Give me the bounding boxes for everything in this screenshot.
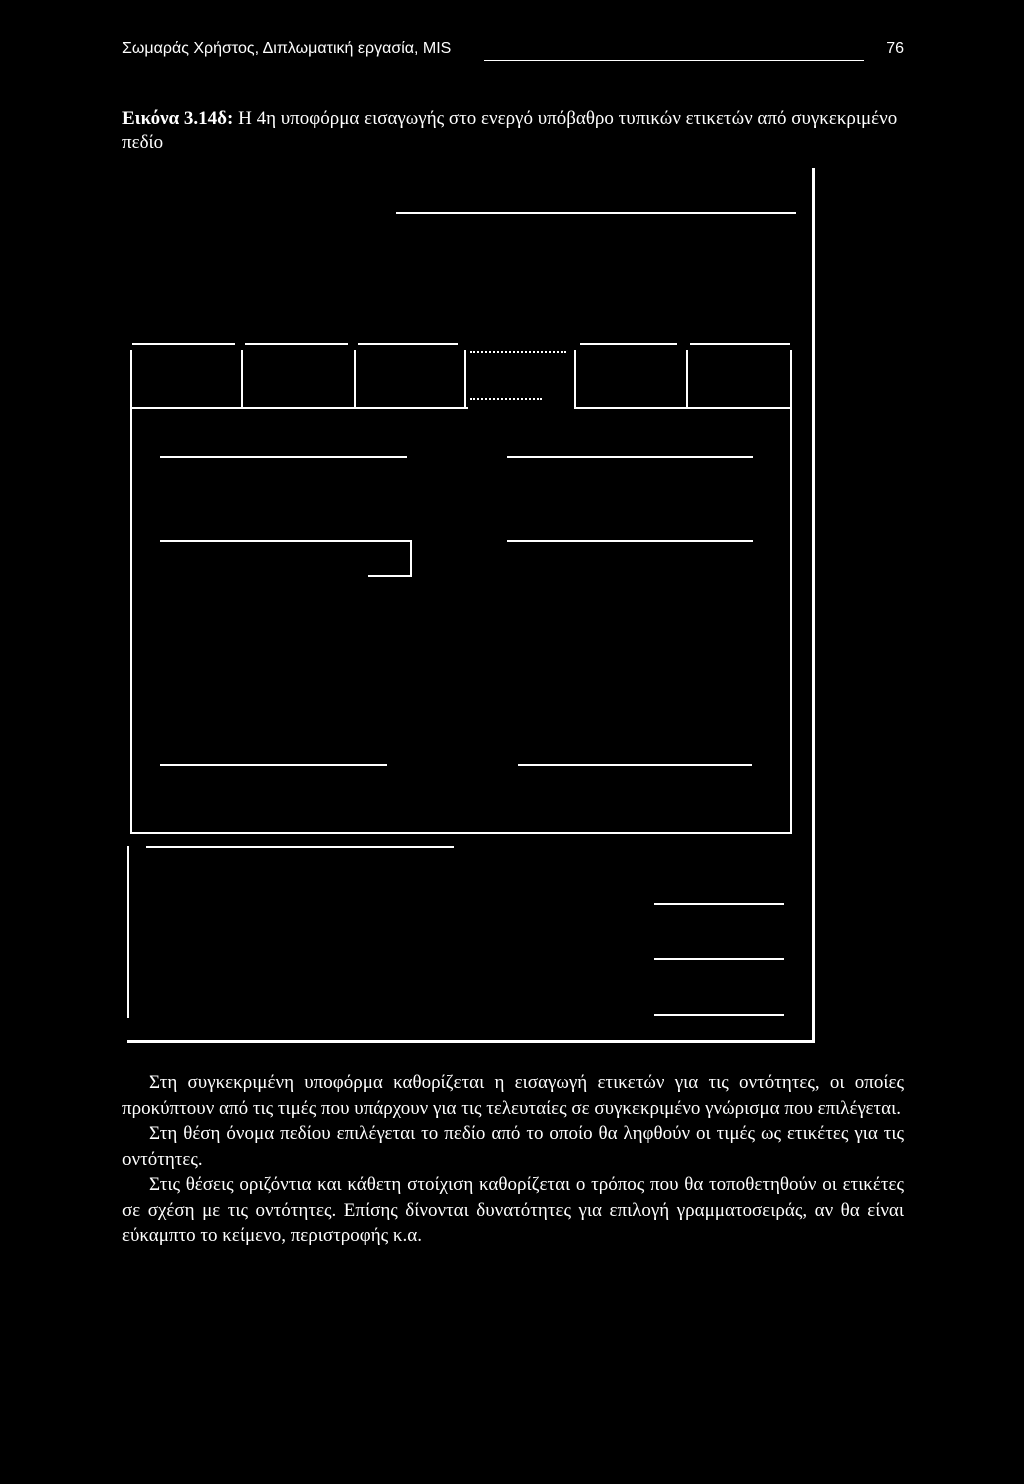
tab-divider-4 [574, 350, 576, 408]
footer-button-ok[interactable] [654, 903, 784, 905]
font-input[interactable] [507, 456, 753, 458]
caption-text: Η 4η υποφόρμα εισαγωγής στο ενεργό υπόβαθρο τυπικών ετικετών από συγκεκριμένο πεδίο [122, 108, 898, 153]
tab-5-top[interactable] [580, 343, 677, 345]
footer-left-border [127, 846, 129, 1018]
paragraph-1: Στη συγκεκριμένη υποφόρμα καθορίζεται η εισαγωγή ετικετών για τις οντότητες, οι οποίες προκύπτουν από τις τιμές που υπάρχουν για τις τελευταίες σε συγκεκριμένο γνώρισμα που επιλέγεται. [122, 1072, 904, 1119]
window-bottom-border [127, 1040, 815, 1043]
status-strip-rule [146, 846, 454, 848]
body-text [122, 1070, 904, 1249]
tab-4-active-top[interactable] [470, 351, 566, 353]
tab-divider-1 [241, 350, 243, 408]
tab-row-bottom-left [132, 407, 468, 409]
dropdown-bottom [368, 575, 412, 577]
paragraph-2: Στη θέση όνομα πεδίου επιλέγεται το πεδίο από το οποίο θα ληφθούν οι τιμές ως ετικέτες για τις οντότητες. [122, 1123, 904, 1170]
panel-right-border [790, 350, 792, 833]
figure-caption [122, 107, 912, 155]
dropdown-edge [410, 540, 412, 576]
footer-button-cancel[interactable] [654, 958, 784, 960]
header-rule [484, 60, 864, 61]
tab-2-top[interactable] [245, 343, 348, 345]
field-name-input[interactable] [160, 456, 407, 458]
header-title: Σωμαράς Χρήστος, Διπλωματική εργασία, MIS [122, 40, 452, 57]
panel-bottom-border [130, 832, 792, 834]
footer-button-apply[interactable] [654, 1014, 784, 1016]
caption-label: Εικόνα 3.14δ: [122, 108, 234, 129]
tab-3-top[interactable] [358, 343, 458, 345]
title-rule [396, 212, 796, 214]
window-right-border [812, 168, 815, 1043]
tab-1-top[interactable] [132, 343, 235, 345]
tab-row-bottom-right [574, 407, 792, 409]
tab-divider-3 [464, 350, 466, 408]
tab-divider-5 [686, 350, 688, 408]
lower-right-input[interactable] [518, 764, 752, 766]
tab-divider-2 [354, 350, 356, 408]
page-number: 76 [886, 40, 904, 57]
active-tab-dotted-gap [470, 398, 542, 400]
vertical-align-input[interactable] [507, 540, 753, 542]
horizontal-align-input[interactable] [160, 540, 410, 542]
page-header [122, 40, 904, 68]
paragraph-3: Στις θέσεις οριζόντια και κάθετη στοίχιση καθορίζεται ο τρόπος που θα τοποθετηθούν οι ετικέτες σε σχέση με τις οντότητες. Επίσης δίνονται δυνατότητες για επιλογή γραμματοσειράς, αν θα είναι εύκαμπτο το κείμενο, περιστροφής κ.α. [122, 1174, 904, 1246]
panel-left-border [130, 350, 132, 833]
lower-left-input[interactable] [160, 764, 387, 766]
tab-6-top[interactable] [690, 343, 790, 345]
